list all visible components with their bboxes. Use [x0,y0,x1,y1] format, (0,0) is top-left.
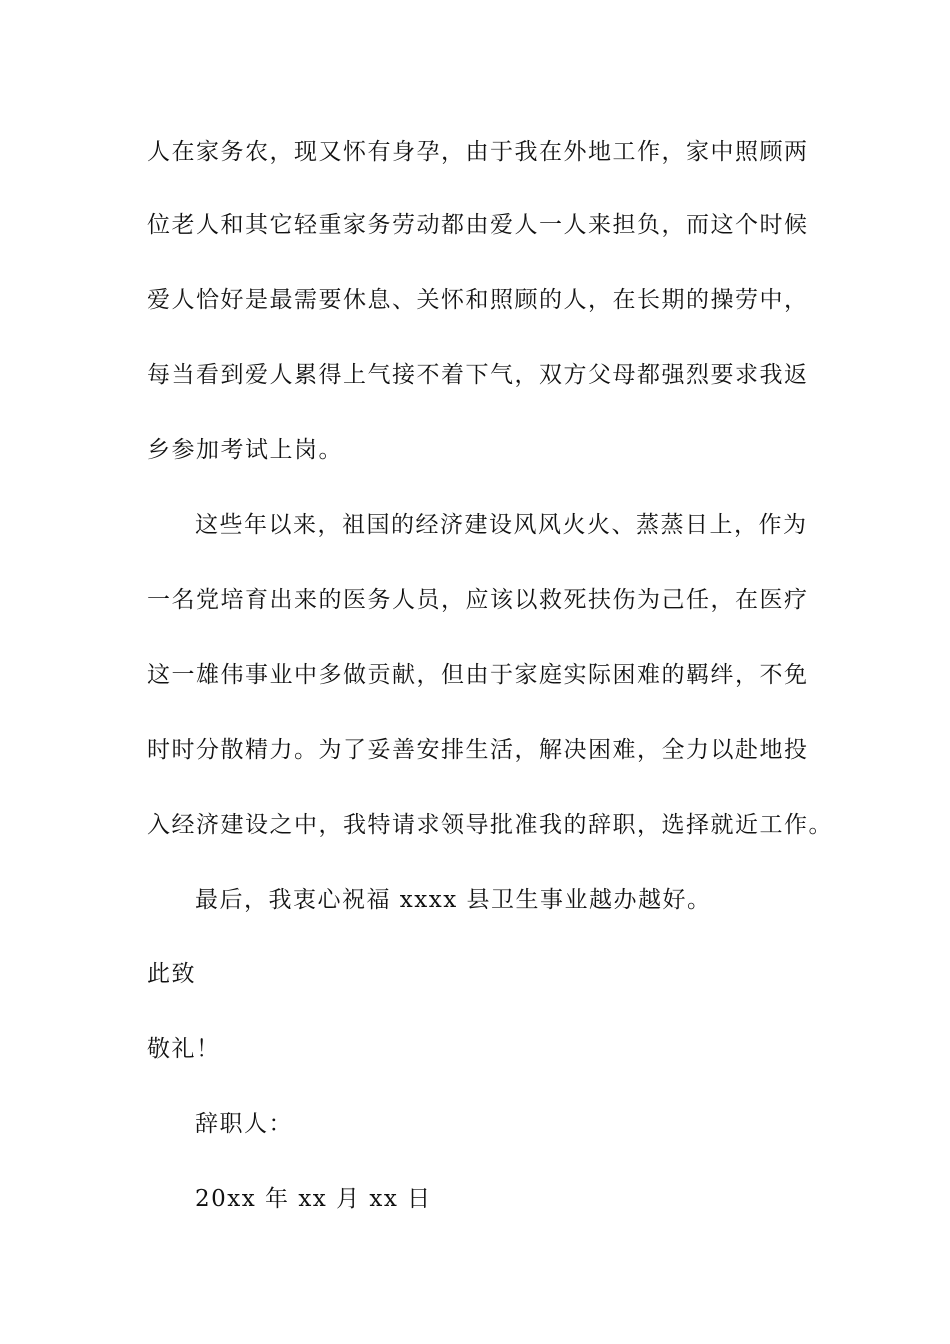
paragraph-2-line-5: 入经济建设之中，我特请求领导批准我的辞职，选择就近工作。 [147,812,833,838]
paragraph-1-line-4: 每当看到爱人累得上气接不着下气，双方父母都强烈要求我返 [147,362,809,388]
closing-respect: 敬礼！ [147,1036,221,1062]
paragraph-2-line-3: 这一雄伟事业中多做贡献，但由于家庭实际困难的羁绊，不免 [147,662,809,688]
signature-date: 20xx 年 xx 月 xx 日 [195,1186,432,1212]
paragraph-2-line-1: 这些年以来，祖国的经济建设风风火火、蒸蒸日上，作为 [195,512,808,538]
paragraph-1-line-1: 人在家务农，现又怀有身孕，由于我在外地工作，家中照顾两 [147,139,809,165]
paragraph-2-line-4: 时时分散精力。为了妥善安排生活，解决困难，全力以赴地投 [147,737,809,763]
paragraph-1-line-2: 位老人和其它轻重家务劳动都由爱人一人来担负，而这个时候 [147,212,809,238]
paragraph-2-line-2: 一名党培育出来的医务人员，应该以救死扶伤为己任，在医疗 [147,587,809,613]
paragraph-3: 最后，我衷心祝福 xxxx 县卫生事业越办越好。 [195,887,712,913]
paragraph-1-line-3: 爱人恰好是最需要休息、关怀和照顾的人，在长期的操劳中， [147,287,809,313]
signature-label: 辞职人： [195,1111,293,1137]
closing-salutation: 此致 [147,961,196,987]
paragraph-1-line-5: 乡参加考试上岗。 [147,437,343,463]
